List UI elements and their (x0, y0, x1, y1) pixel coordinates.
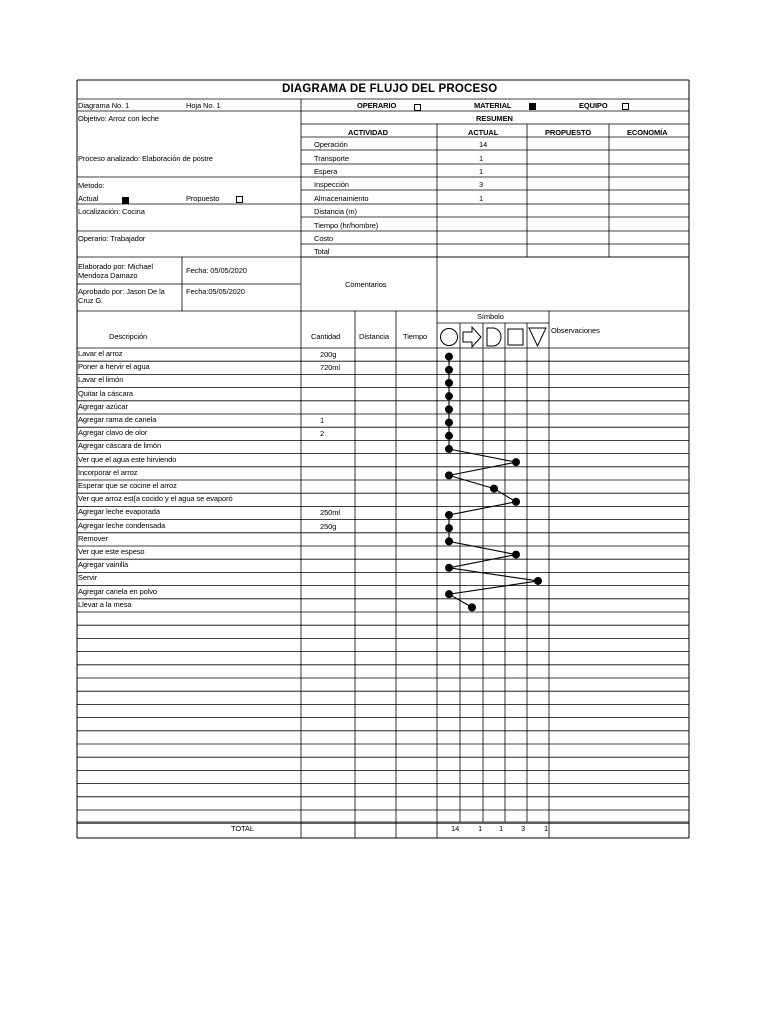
step-quantity-12: 250ml (320, 508, 340, 518)
step-quantity-13: 250g (320, 521, 337, 531)
summary-col-economy: ECONOMÍA (627, 128, 668, 137)
actual-label: Actual (78, 194, 99, 203)
inspection-square-icon (508, 329, 523, 345)
summary-col-proposed: PROPUESTO (545, 128, 592, 137)
material-label: MATERIAL (474, 101, 512, 110)
flow-dot-14 (445, 537, 453, 545)
equipo-label: EQUIPO (579, 101, 608, 110)
flow-dot-19 (468, 603, 476, 611)
detail-col-description: Descripción (109, 332, 148, 341)
flow-dot-17 (534, 577, 542, 585)
step-description-12: Agregar leche evaporada (78, 507, 160, 517)
equipo-checkbox[interactable] (622, 103, 629, 110)
step-description-16: Agregar vainilla (78, 560, 129, 570)
detail-col-symbol: Símbolo (477, 312, 504, 321)
total-symbol-1: 1 (478, 824, 483, 833)
flow-dot-4 (445, 405, 453, 413)
prepared-date: Fecha: 05/05/2020 (186, 266, 247, 275)
summary-actual-3: 3 (479, 179, 484, 189)
summary-col-activity: ACTIVIDAD (348, 128, 388, 137)
flow-dot-12 (445, 511, 453, 519)
summary-activity-1: Transporte (314, 153, 349, 163)
step-description-7: Agregar cáscara de limón (78, 441, 162, 451)
summary-activity-7: Costo (314, 233, 334, 243)
step-description-6: Agregar clavo de olor (78, 428, 148, 438)
step-description-17: Servir (78, 573, 97, 583)
flow-dot-11 (512, 498, 520, 506)
flow-dot-5 (445, 419, 453, 427)
flow-dot-10 (490, 485, 498, 493)
step-description-19: Llevar a la mesa (78, 599, 132, 609)
step-description-15: Ver que este espeso (78, 547, 145, 556)
storage-triangle-icon (529, 328, 546, 346)
operario-checkbox[interactable] (414, 104, 421, 111)
total-symbol-4: 1 (544, 824, 549, 833)
step-description-0: Lavar el arroz (78, 349, 123, 358)
approved-date: Fecha:05/05/2020 (186, 287, 245, 296)
step-quantity-5: 1 (320, 416, 325, 425)
step-description-4: Agregar azúcar (78, 401, 128, 411)
diagram-number: Diagrama No. 1 (78, 101, 130, 110)
flow-dot-0 (445, 353, 453, 361)
delay-d-icon (487, 328, 501, 346)
objective: Objetivo: Arroz con leche (78, 114, 159, 123)
comments-label: Comentarios (345, 280, 387, 289)
flow-dot-7 (445, 445, 453, 453)
total-symbol-0: 14 (451, 824, 460, 833)
summary-activity-2: Espera (314, 166, 338, 176)
flow-dot-18 (445, 590, 453, 598)
summary-activity-3: Inspección (314, 179, 349, 189)
detail-col-distance: Distancia (359, 332, 389, 341)
summary-activity-8: Total (314, 246, 330, 256)
process-analyzed: Proceso analizado: Elaboración de postre (78, 154, 213, 163)
proposed-checkbox[interactable] (236, 196, 243, 203)
detail-col-quantity: Cantidad (311, 332, 341, 341)
step-description-1: Poner a hervir el agua (78, 362, 150, 372)
summary-title: RESUMEN (476, 114, 513, 123)
summary-col-actual: ACTUAL (468, 128, 499, 137)
summary-activity-0: Operación (314, 139, 348, 149)
flow-dot-6 (445, 432, 453, 440)
step-description-18: Agregar canela en polvo (78, 586, 158, 596)
symbol-icons (441, 327, 547, 347)
operation-circle-icon (441, 329, 458, 346)
summary-actual-4: 1 (479, 193, 484, 203)
sheet-number: Hoja No. 1 (186, 101, 221, 110)
step-description-3: Quitar la cáscara (78, 388, 133, 398)
method-label: Metodo: (78, 181, 105, 190)
detail-col-time: Tiempo (403, 332, 428, 341)
step-description-8: Ver que el agua este hirviendo (78, 454, 177, 464)
summary-actual-0: 14 (479, 139, 488, 149)
flow-dot-3 (445, 392, 453, 400)
location: Localización: Cocina (78, 207, 145, 216)
total-symbol-3: 3 (521, 824, 526, 833)
operario-label: OPERARIO (357, 101, 397, 110)
total-label: TOTAL (231, 824, 254, 833)
summary-activity-6: Tiempo (hr/hombre) (314, 220, 379, 230)
summary-activity-5: Distancia (m) (314, 206, 357, 216)
detail-col-observations: Observaciones (551, 326, 600, 335)
flow-dot-9 (445, 471, 453, 479)
proposed-label: Propuesto (186, 194, 220, 203)
step-description-14: Remover (78, 533, 108, 543)
step-description-10: Esperar que se cocine el arroz (78, 481, 177, 490)
flow-dot-13 (445, 524, 453, 532)
summary-activity-4: Almacenamiento (314, 193, 369, 203)
step-description-5: Agregar rama de canela (78, 415, 157, 424)
prepared-by: Elaborado por: Michael Mendoza Damazo (78, 262, 153, 280)
step-quantity-1: 720ml (320, 363, 340, 373)
summary-actual-1: 1 (479, 153, 484, 163)
summary-actual-2: 1 (479, 166, 484, 176)
flow-dot-16 (445, 564, 453, 572)
flow-dot-15 (512, 551, 520, 559)
flow-path (449, 357, 538, 608)
flow-dot-1 (445, 366, 453, 374)
step-description-2: Lavar el limón (78, 375, 124, 385)
step-quantity-6: 2 (320, 429, 325, 439)
step-description-13: Agregar leche condensada (78, 520, 166, 530)
step-description-9: Incorporar el arroz (78, 467, 138, 477)
material-checkbox[interactable] (529, 103, 536, 110)
operator: Operario: Trabajador (78, 234, 146, 243)
transport-arrow-icon (463, 327, 481, 347)
page-title: DIAGRAMA DE FLUJO DEL PROCESO (282, 83, 498, 95)
actual-checkbox[interactable] (122, 197, 129, 204)
flow-dot-8 (512, 458, 520, 466)
approved-by: Aprobado por: Jason De la Cruz G. (78, 287, 165, 305)
total-symbol-2: 1 (499, 824, 504, 833)
step-description-11: Ver que arroz est{a cocido y el agua se evaporó (78, 494, 233, 504)
step-quantity-0: 200g (320, 350, 337, 359)
flow-dot-2 (445, 379, 453, 387)
